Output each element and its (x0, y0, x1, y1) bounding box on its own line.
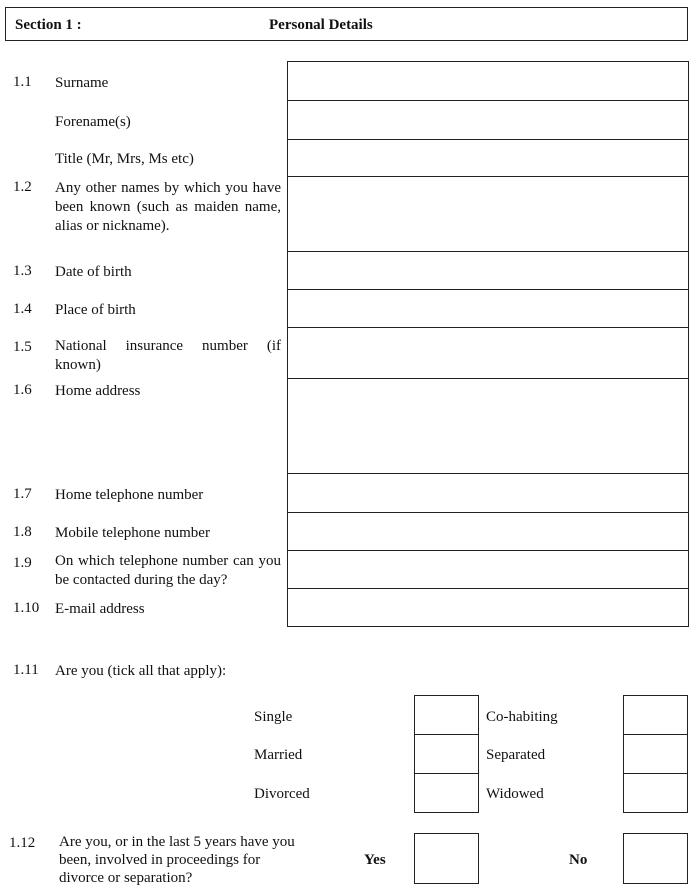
q1-6-number: 1.6 (13, 382, 32, 398)
q1-12-number: 1.12 (9, 835, 36, 851)
section-number: Section 1 : (15, 17, 82, 33)
section-title: Personal Details (269, 17, 373, 33)
q1-10-number: 1.10 (13, 600, 40, 616)
other-names-field[interactable] (287, 176, 689, 252)
yes-label: Yes (364, 852, 386, 868)
title-field[interactable] (287, 139, 689, 177)
home-address-label: Home address (55, 383, 141, 399)
forenames-label: Forename(s) (55, 114, 131, 130)
status-question-label: Are you (tick all that apply): (55, 663, 227, 679)
place-of-birth-label: Place of birth (55, 302, 136, 318)
q1-2-number: 1.2 (13, 179, 32, 195)
status-cohabiting-label: Co-habiting (486, 709, 558, 725)
surname-label: Surname (55, 75, 109, 91)
surname-field[interactable] (287, 61, 689, 101)
other-names-label: Any other names by which you have been known (such as maiden name, alias or nickname). (55, 180, 281, 234)
divorced-checkbox[interactable] (414, 773, 479, 813)
status-separated-label: Separated (486, 747, 546, 763)
place-of-birth-field[interactable] (287, 289, 689, 328)
mobile-phone-field[interactable] (287, 512, 689, 551)
q1-9-number: 1.9 (13, 555, 32, 571)
home-phone-field[interactable] (287, 473, 689, 513)
no-label: No (569, 852, 588, 868)
mobile-phone-label: Mobile telephone number (55, 525, 210, 541)
q1-3-number: 1.3 (13, 263, 32, 279)
single-checkbox[interactable] (414, 695, 479, 735)
ni-number-field[interactable] (287, 327, 689, 379)
q1-11-number: 1.11 (13, 662, 39, 678)
status-widowed-label: Widowed (486, 786, 544, 802)
section-header (5, 7, 688, 41)
q1-7-number: 1.7 (13, 486, 32, 502)
cohabiting-checkbox[interactable] (623, 695, 688, 735)
dob-field[interactable] (287, 251, 689, 290)
home-phone-label: Home telephone number (55, 487, 204, 503)
q1-8-number: 1.8 (13, 524, 32, 540)
email-field[interactable] (287, 588, 689, 627)
married-checkbox[interactable] (414, 734, 479, 774)
forenames-field[interactable] (287, 100, 689, 140)
email-label: E-mail address (55, 601, 145, 617)
no-checkbox[interactable] (623, 833, 688, 884)
yes-checkbox[interactable] (414, 833, 479, 884)
dob-label: Date of birth (55, 264, 132, 280)
daytime-phone-label: On which telephone number can you be contacted during the day? (55, 553, 281, 588)
status-single-label: Single (254, 709, 293, 725)
title-label: Title (Mr, Mrs, Ms etc) (55, 151, 194, 167)
q1-5-number: 1.5 (13, 339, 32, 355)
ni-number-label: National insurance number (if known) (55, 338, 281, 373)
home-address-field[interactable] (287, 378, 689, 474)
daytime-phone-field[interactable] (287, 550, 689, 589)
status-married-label: Married (254, 747, 303, 763)
q1-1-number: 1.1 (13, 74, 32, 90)
proceedings-question-label: Are you, or in the last 5 years have you been, involved in proceedings for divorce or separation? (59, 834, 295, 886)
q1-4-number: 1.4 (13, 301, 32, 317)
status-divorced-label: Divorced (254, 786, 310, 802)
widowed-checkbox[interactable] (623, 773, 688, 813)
separated-checkbox[interactable] (623, 734, 688, 774)
